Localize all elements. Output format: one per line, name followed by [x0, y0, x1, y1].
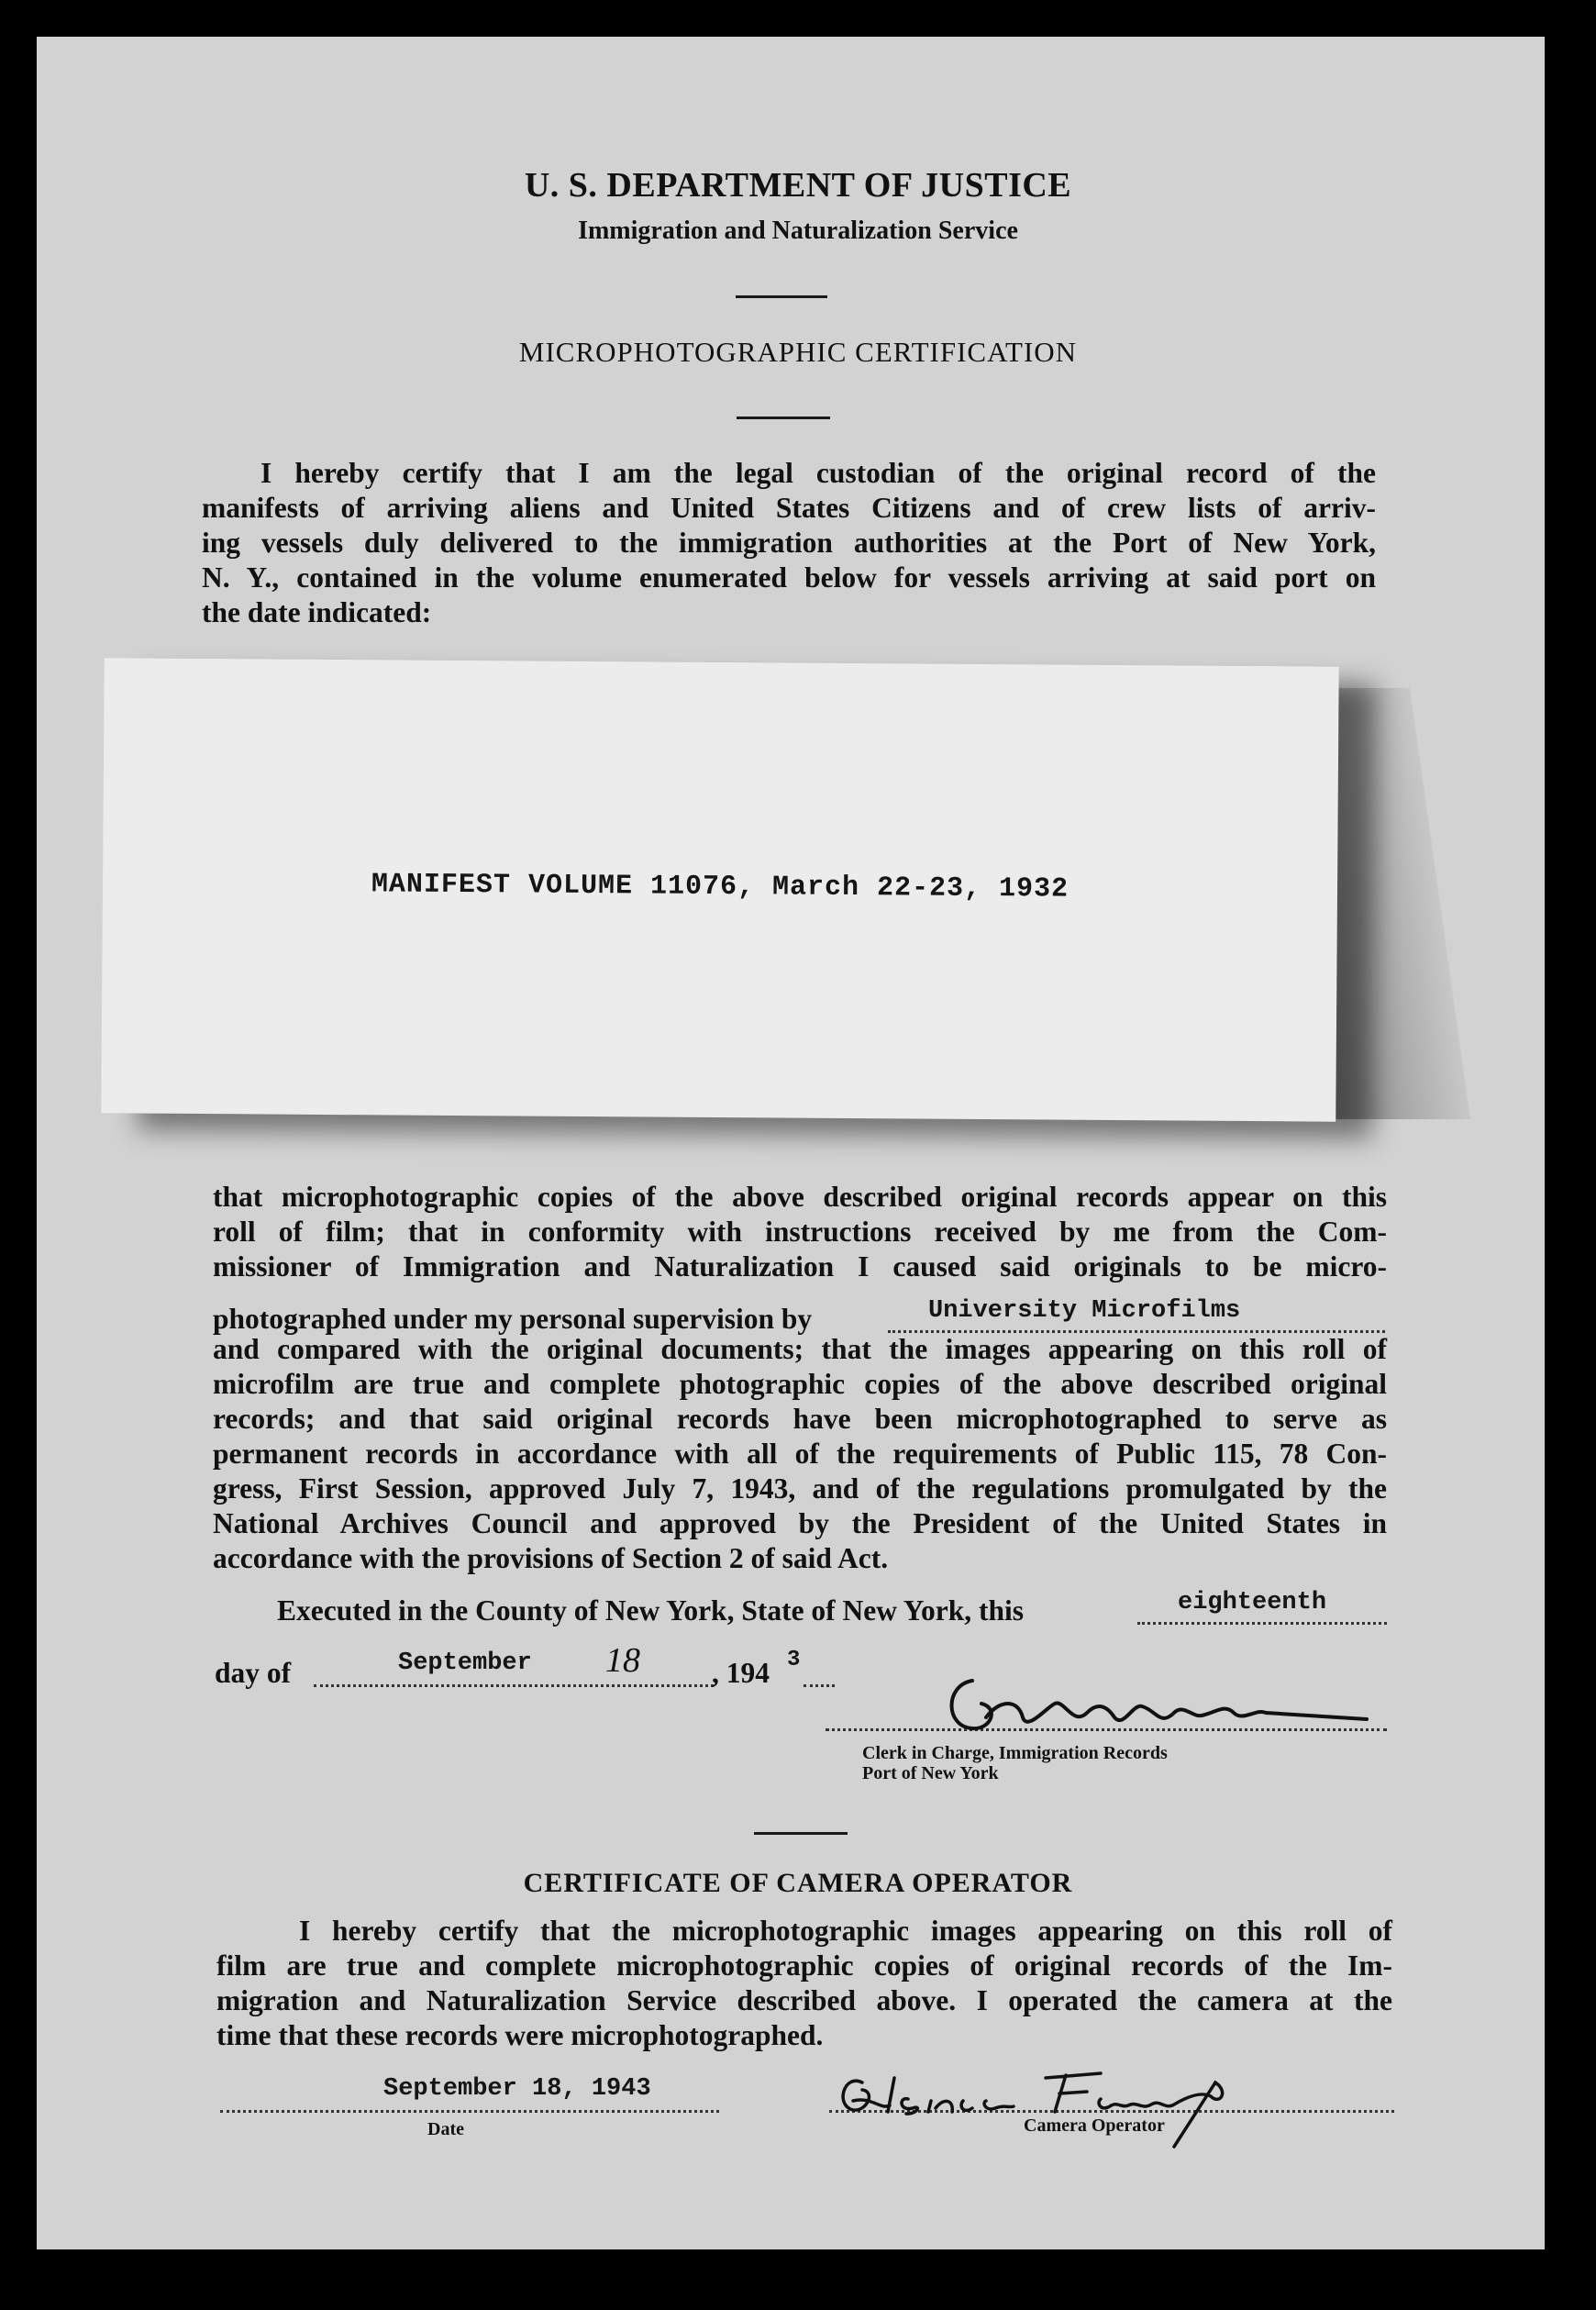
camera-section-divider — [754, 1832, 848, 1835]
intro-line: the date indicated: — [202, 596, 432, 628]
body-line: records; and that said original records have been microphotographed to serve as — [213, 1403, 1387, 1435]
intro-paragraph — [202, 456, 1376, 630]
clerk-signature — [936, 1662, 1376, 1745]
intro-line: manifests of arriving aliens and United States Citizens and of crew lists of arriv- — [202, 492, 1376, 524]
executed-prefix: Executed in the County of New York, State of New York, this — [277, 1594, 1025, 1627]
body-paragraph-a — [213, 1180, 1387, 1284]
day-of-dotted-line — [314, 1684, 714, 1687]
body-paragraph-b — [213, 1332, 1387, 1576]
camera-date-line — [220, 2110, 719, 2113]
year-dotted-line — [804, 1684, 835, 1687]
manifest-label-card — [101, 658, 1338, 1121]
intro-line: ing vessels duly delivered to the immigration authorities at the Port of New York, — [202, 527, 1376, 559]
body-line: gress, First Session, approved July 7, 1943, and of the regulations promulgated by the — [213, 1472, 1387, 1505]
header-divider-1 — [736, 295, 827, 298]
year-suffix: 3 — [787, 1648, 801, 1672]
body-line: accordance with the provisions of Section 2 of said Act. — [213, 1542, 889, 1574]
intro-line: I hereby certify that I am the legal custodian of the original record of the — [260, 457, 1376, 489]
certification-title: MICROPHOTOGRAPHIC CERTIFICATION — [518, 336, 1078, 368]
camera-certificate-title: CERTIFICATE OF CAMERA OPERATOR — [523, 1868, 1073, 1898]
body-line: roll of film; that in conformity with instructions received by me from the Com- — [213, 1216, 1387, 1248]
header-divider-2 — [737, 416, 830, 419]
camera-line: time that these records were microphotographed. — [216, 2019, 824, 2051]
executed-day-value: eighteenth — [1178, 1589, 1327, 1616]
clerk-title-line1: Clerk in Charge, Immigration Records — [862, 1743, 1168, 1763]
body-line: that microphotographic copies of the above described original records appear on this — [213, 1181, 1387, 1213]
body-line: National Archives Council and approved by the President of the United States in — [213, 1507, 1387, 1539]
day-of-label: day of — [215, 1657, 292, 1689]
intro-line: N. Y., contained in the volume enumerated below for vessels arriving at said port on — [202, 561, 1376, 594]
body-line: permanent records in accordance with all of the requirements of Public 115, 78 Con- — [213, 1438, 1387, 1470]
month-value: September — [398, 1649, 532, 1677]
department-heading: U. S. DEPARTMENT OF JUSTICE — [524, 166, 1072, 205]
body-line: and compared with the original documents; that the images appearing on this roll of — [213, 1333, 1387, 1365]
camera-operator-label: Camera Operator — [1024, 2116, 1165, 2136]
clerk-title-line2: Port of New York — [862, 1763, 999, 1783]
manifest-volume-label: MANIFEST VOLUME 11076, March 22-23, 1932 — [371, 869, 1070, 905]
service-subheading: Immigration and Naturalization Service — [578, 217, 1018, 245]
camera-line: film are true and complete microphotographic copies of original records of the Im- — [216, 1949, 1392, 1982]
camera-date-value: September 18, 1943 — [383, 2075, 651, 2103]
supervision-typed-value: University Microfilms — [928, 1297, 1241, 1325]
supervision-prefix: photographed under my personal supervision by — [213, 1303, 813, 1335]
camera-line: I hereby certify that the microphotographic images appearing on this roll of — [299, 1915, 1392, 1947]
body-line: missioner of Immigration and Naturalization I caused said originals to be micro- — [213, 1250, 1387, 1283]
camera-paragraph — [216, 1914, 1392, 2053]
camera-line: migration and Naturalization Service described above. I operated the camera at the — [216, 1984, 1392, 2016]
camera-date-label: Date — [427, 2119, 464, 2139]
body-line: microfilm are true and complete photographic copies of the above described original — [213, 1368, 1387, 1400]
handwritten-day: 18 — [605, 1641, 640, 1680]
executed-dotted-line — [1137, 1622, 1387, 1625]
year-prefix: , 194 — [712, 1657, 770, 1689]
